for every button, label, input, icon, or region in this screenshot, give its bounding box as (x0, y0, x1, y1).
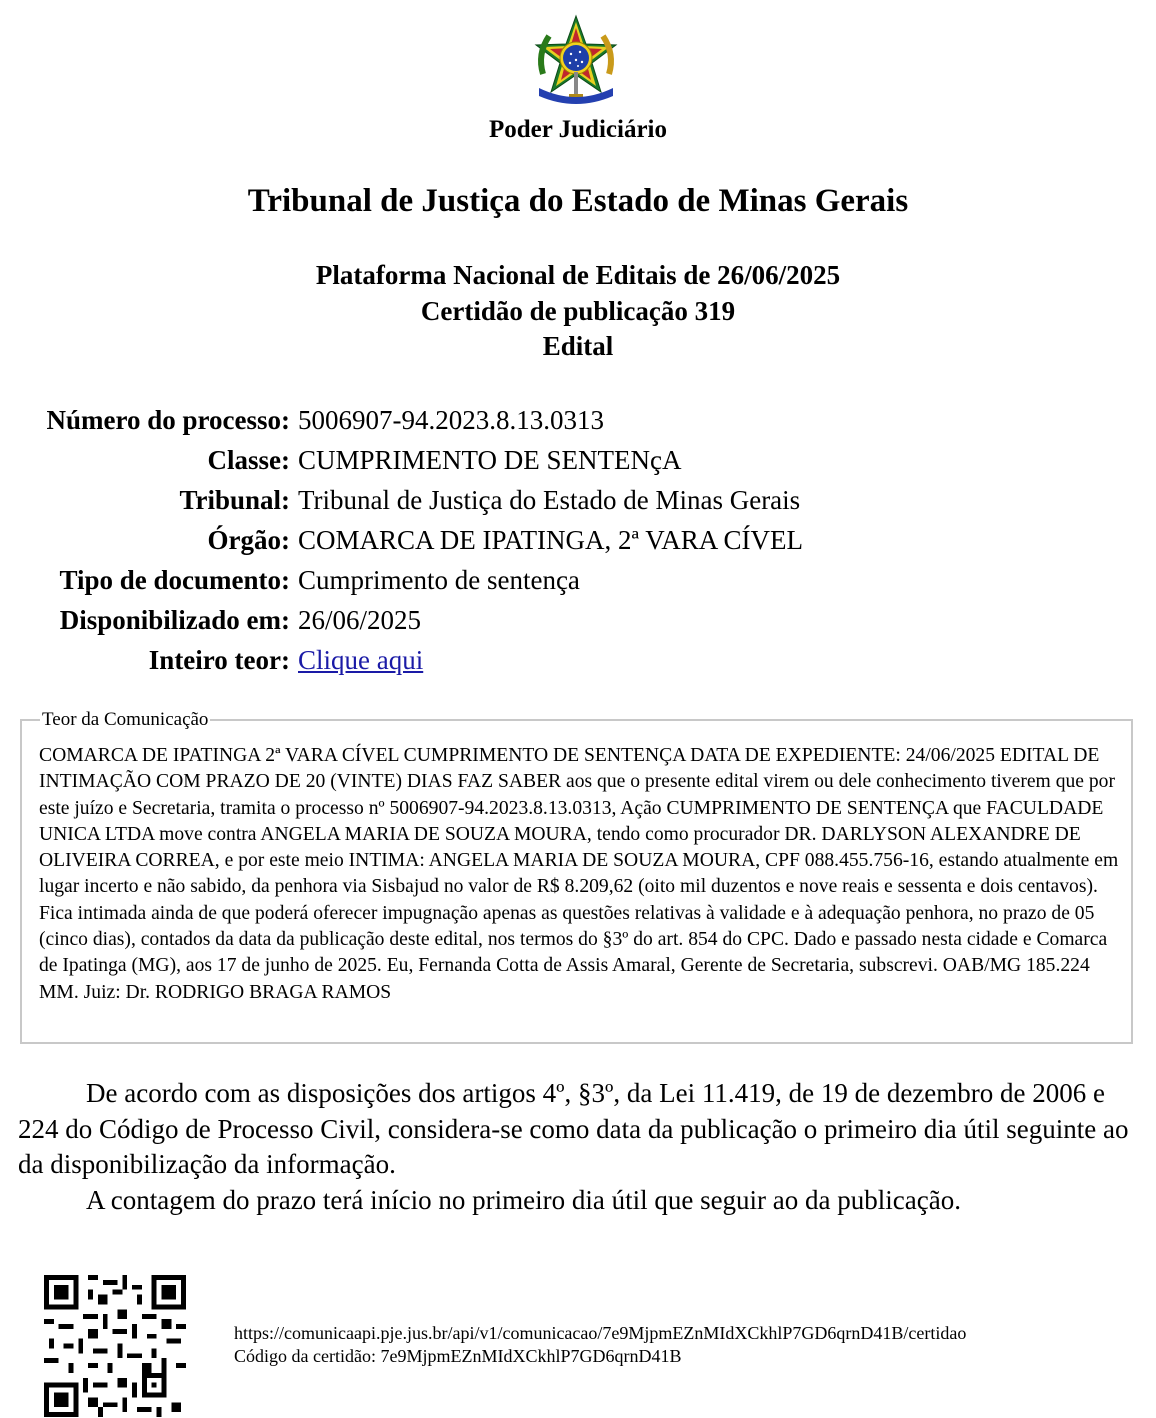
field-row-document-type (0, 562, 1156, 602)
field-value: Cumprimento de sentença (298, 565, 580, 595)
certificate-code: Código da certidão: 7e9MjpmEZnMIdXCkhlP7GD6qrnD41B (234, 1346, 682, 1366)
field-row-class (0, 442, 1156, 482)
field-value: COMARCA DE IPATINGA, 2ª VARA CÍVEL (298, 525, 804, 555)
qr-code-icon (44, 1275, 186, 1417)
disposition-paragraph: A contagem do prazo terá início no primeiro dia útil que seguir ao da publicação. (86, 1184, 961, 1215)
field-label: Disponibilizado em: (59, 605, 290, 635)
field-label: Tipo de documento: (59, 565, 290, 595)
communication-content-legend: Teor da Comunicação (42, 709, 209, 730)
full-content-link[interactable]: Clique aqui (298, 645, 424, 675)
field-label: Tribunal: (179, 485, 290, 515)
process-fields (0, 402, 1156, 682)
legal-disposition (18, 1076, 1138, 1218)
institution-title: Poder Judiciário (488, 116, 667, 143)
field-label: Número do processo: (46, 405, 290, 435)
document-kind-title: Edital (542, 331, 614, 361)
certificate-title: Certidão de publicação 319 (420, 296, 736, 326)
brazil-coat-of-arms-icon (531, 14, 621, 106)
field-row-full-content (0, 642, 1156, 682)
field-row-court (0, 482, 1156, 522)
certificate-url: https://comunicaapi.pje.jus.br/api/v1/comunicacao/7e9MjpmEZnMIdXCkhlP7GD6qrnD41B/certidao (234, 1323, 967, 1343)
field-label: Classe: (207, 445, 290, 475)
field-value: CUMPRIMENTO DE SENTENçA (298, 445, 682, 475)
field-label: Inteiro teor: (148, 645, 290, 675)
field-value: 26/06/2025 (298, 605, 422, 635)
field-value: 5006907-94.2023.8.13.0313 (298, 405, 604, 435)
field-label: Órgão: (207, 525, 290, 555)
court-title: Tribunal de Justiça do Estado de Minas Gerais (247, 183, 909, 219)
field-row-process-number (0, 402, 1156, 442)
field-row-organ (0, 522, 1156, 562)
communication-content-text: COMARCA DE IPATINGA 2ª VARA CÍVEL CUMPRIMENTO DE SENTENÇA DATA DE EXPEDIENTE: 24/06/2025 EDITAL DE INTIMAÇÃO COM PRAZO DE 20 (VINTE) DIAS FAZ SABER aos que o presente edital virem ou dele conhecimento tiverem que por este juízo e Secretaria, tramita o processo nº 5006907-94.2023.8.13.0313, Ação CUMPRIMENTO DE SENTENÇA que FACULDADE UNICA LTDA move contra ANGELA MARIA DE SOUZA MOURA, tendo como procurador DR. DARLYSON ALEXANDRE DE OLIVEIRA CORREA, e por este meio INTIMA: ANGELA MARIA DE SOUZA MOURA, CPF 088.455.756-16, estando atualmente em lugar incerto e não sabido, da penhora via Sisbajud no valor de R$ 8.209,62 (oito mil duzentos e nove reais e sessenta e dois centavos). Fica intimada ainda de que poderá oferecer impugnação apenas as questões relativas à validade e à adequação penhora, no prazo de 05 (cinco dias), contados da data da publicação deste edital, nos termos do §3º do art. 854 do CPC. Dado e passado nesta cidade e Comarca de Ipatinga (MG), aos 17 de junho de 2025. Eu, Fernanda Cotta de Assis Amaral, Gerente de Secretaria, subscrevi. OAB/MG 185.224 MM. Juiz: Dr. RODRIGO BRAGA RAMOS (39, 745, 1119, 1003)
communication-content-box (20, 709, 1133, 1044)
disposition-paragraph: De acordo com as disposições dos artigos 4º, §3º, da Lei 11.419, de 19 de dezembro de 2006 e 224 do Código de Processo Civil, considera-se como data da publicação o primeiro dia útil seguinte ao da disponibilização da informação. (18, 1078, 1129, 1179)
field-row-available-date (0, 602, 1156, 642)
field-value: Tribunal de Justiça do Estado de Minas Gerais (298, 485, 801, 515)
platform-title: Plataforma Nacional de Editais de 26/06/2025 (315, 260, 841, 290)
